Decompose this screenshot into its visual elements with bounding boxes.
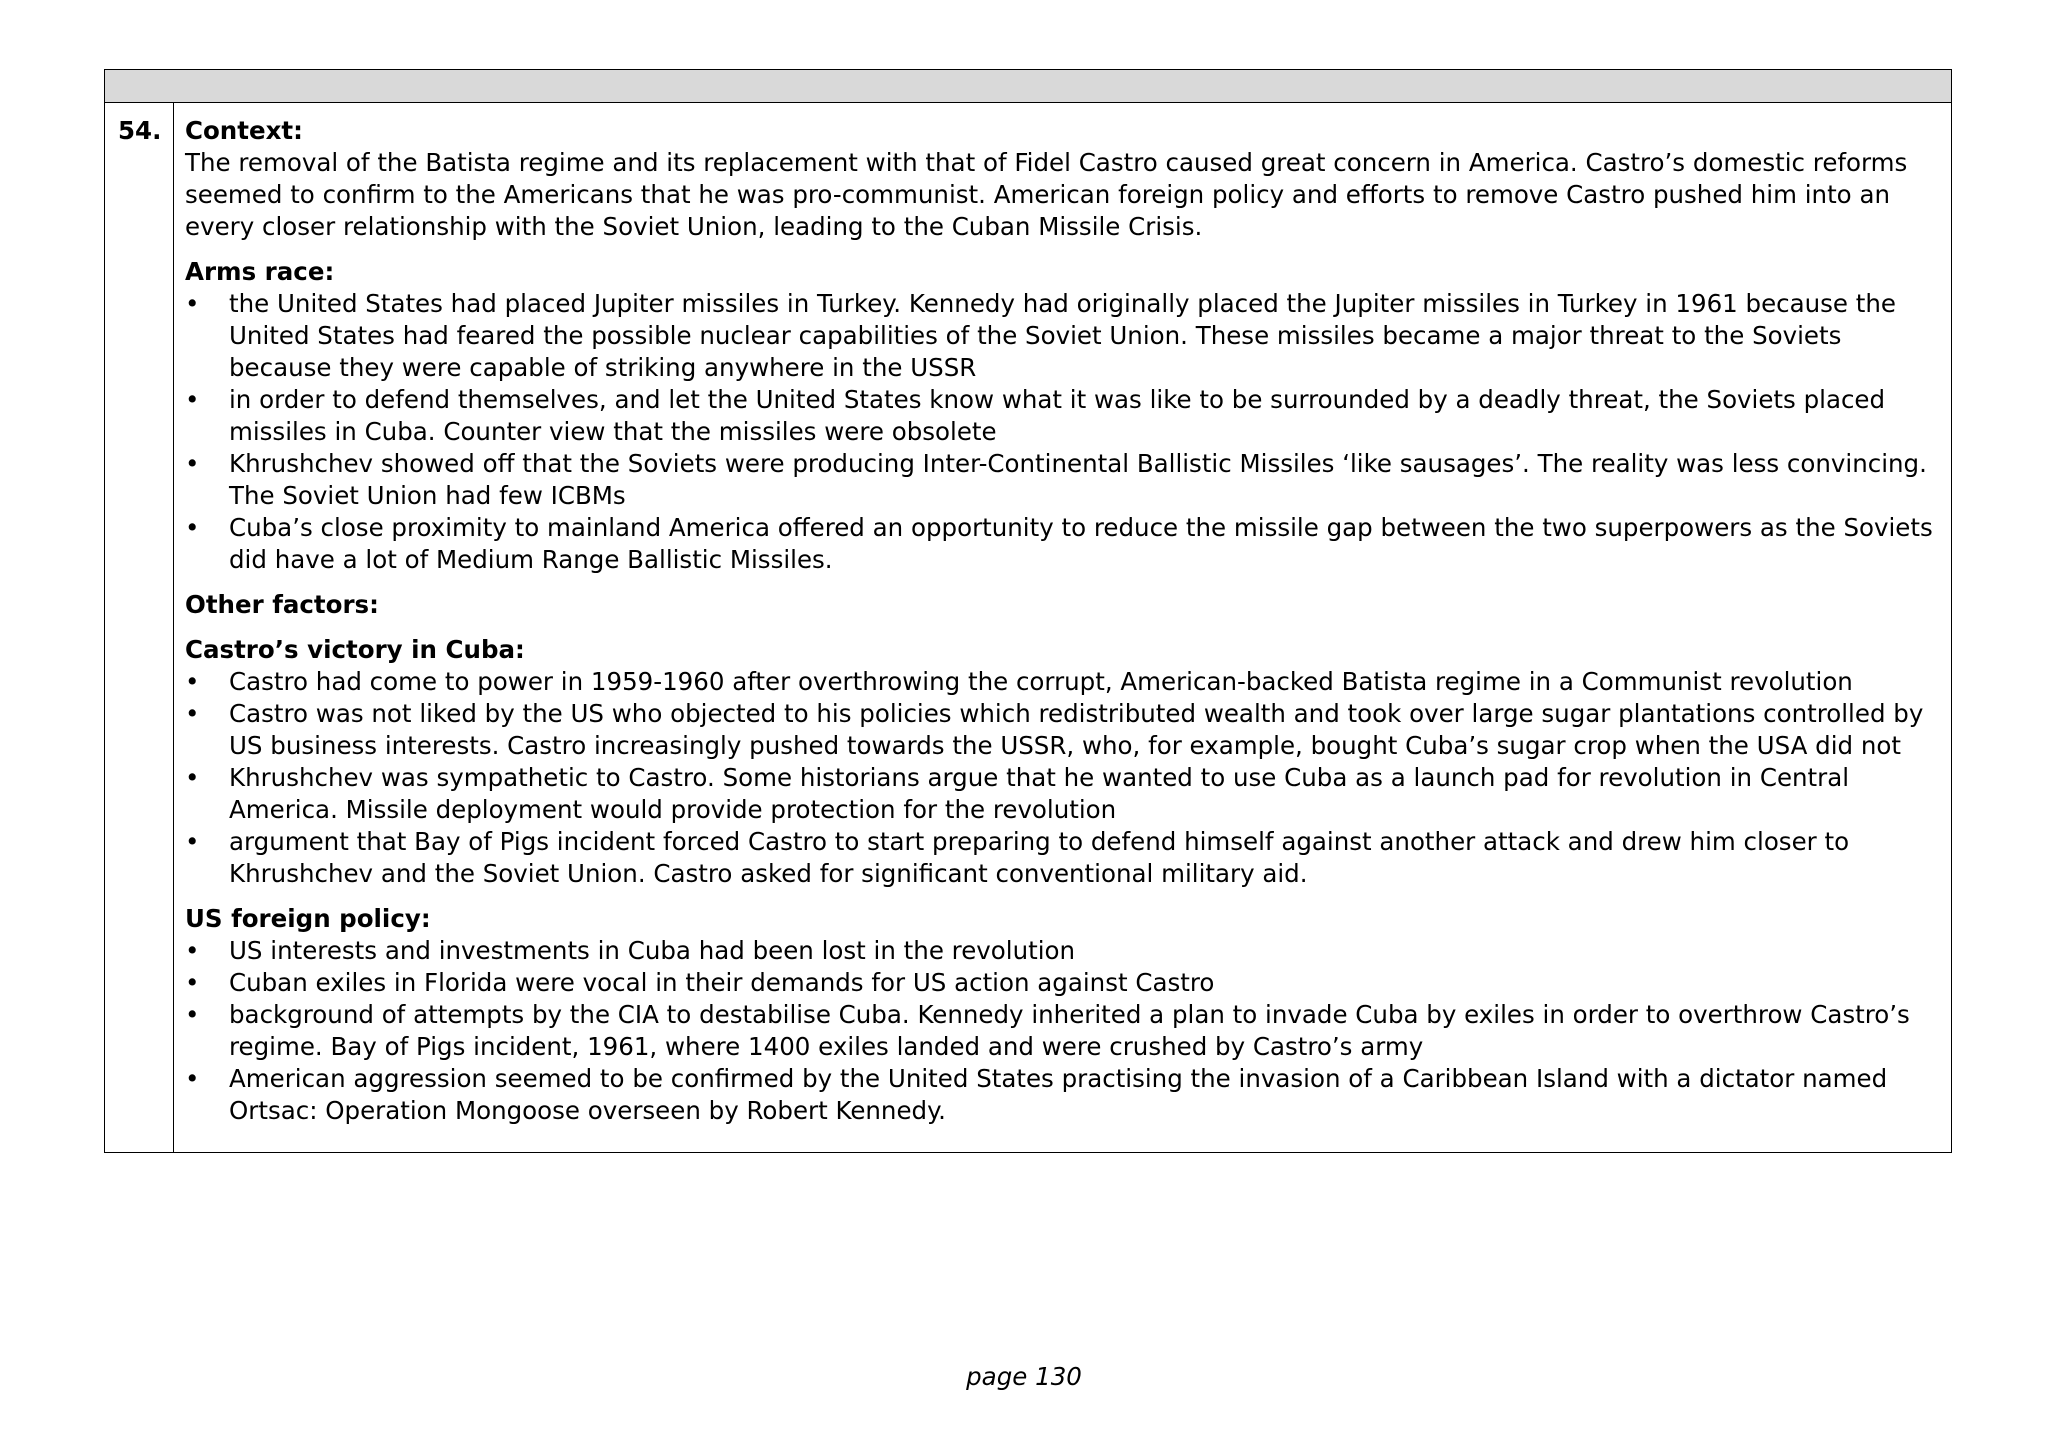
us-foreign-policy-heading: US foreign policy: [185, 904, 431, 933]
list-item: • Cuba’s close proximity to mainland America offered an opportunity to reduce the missile gap between the two superpowers as the Soviets did have a lot of Medium Range Ballistic Missiles. [185, 512, 1943, 576]
arms-race-heading: Arms race: [185, 257, 335, 286]
list-item: • in order to defend themselves, and let the United States know what it was like to be surrounded by a deadly threat, the Soviets placed missiles in Cuba. Counter view that the missiles were obsolete [185, 384, 1943, 448]
list-item: • US interests and investments in Cuba had been lost in the revolution [185, 935, 1943, 967]
other-factors-heading: Other factors: [185, 590, 379, 619]
us-foreign-policy-list [185, 935, 1943, 1127]
page-number: page 130 [966, 1362, 1082, 1391]
list-item: • Khrushchev was sympathetic to Castro. Some historians argue that he wanted to use Cuba as a launch pad for revolution in Central America. Missile deployment would provide protection for the revolution [185, 762, 1943, 826]
question-number: 54. [118, 116, 162, 145]
list-item: • Khrushchev showed off that the Soviets were producing Inter-Continental Ballistic Missiles ‘like sausages’. The reality was less convincing. The Soviet Union had few ICBMs [185, 448, 1943, 512]
castro-victory-heading: Castro’s victory in Cuba: [185, 635, 525, 664]
list-item: • the United States had placed Jupiter missiles in Turkey. Kennedy had originally placed the Jupiter missiles in Turkey in 1961 because the United States had feared the possible nuclear capabilities of the Soviet Union. These missiles became a major threat to the Soviets because they were capable of striking anywhere in the USSR [185, 288, 1943, 384]
table-header-row [105, 70, 1951, 103]
context-text: The removal of the Batista regime and its replacement with that of Fidel Castro caused great concern in America. Castro’s domestic reforms seemed to confirm to the Americans that he was pro-communist. American foreign policy and efforts to remove Castro pushed him into an every closer relationship with the Soviet Union, leading to the Cuban Missile Crisis. [185, 148, 1908, 241]
marking-table [104, 69, 1952, 1153]
list-item: • Castro was not liked by the US who objected to his policies which redistributed wealth and took over large sugar plantations controlled by US business interests. Castro increasingly pushed towards the USSR, who, for example, bought Cuba’s sugar crop when the USA did not [185, 698, 1943, 762]
list-item: • background of attempts by the CIA to destabilise Cuba. Kennedy inherited a plan to invade Cuba by exiles in order to overthrow Castro’s regime. Bay of Pigs incident, 1961, where 1400 exiles landed and were crushed by Castro’s army [185, 999, 1943, 1063]
list-item: • Castro had come to power in 1959-1960 after overthrowing the corrupt, American-backed Batista regime in a Communist revolution [185, 666, 1943, 698]
castro-victory-list [185, 666, 1943, 890]
list-item: • argument that Bay of Pigs incident forced Castro to start preparing to defend himself against another attack and drew him closer to Khrushchev and the Soviet Union. Castro asked for significant conventional military aid. [185, 826, 1943, 890]
list-item: • Cuban exiles in Florida were vocal in their demands for US action against Castro [185, 967, 1943, 999]
context-heading: Context: [185, 116, 303, 145]
question-number-cell [105, 103, 174, 1152]
answer-content-cell [185, 115, 1943, 1127]
list-item: • American aggression seemed to be confirmed by the United States practising the invasion of a Caribbean Island with a dictator named Ortsac: Operation Mongoose overseen by Robert Kennedy. [185, 1063, 1943, 1127]
arms-race-list [185, 288, 1943, 576]
